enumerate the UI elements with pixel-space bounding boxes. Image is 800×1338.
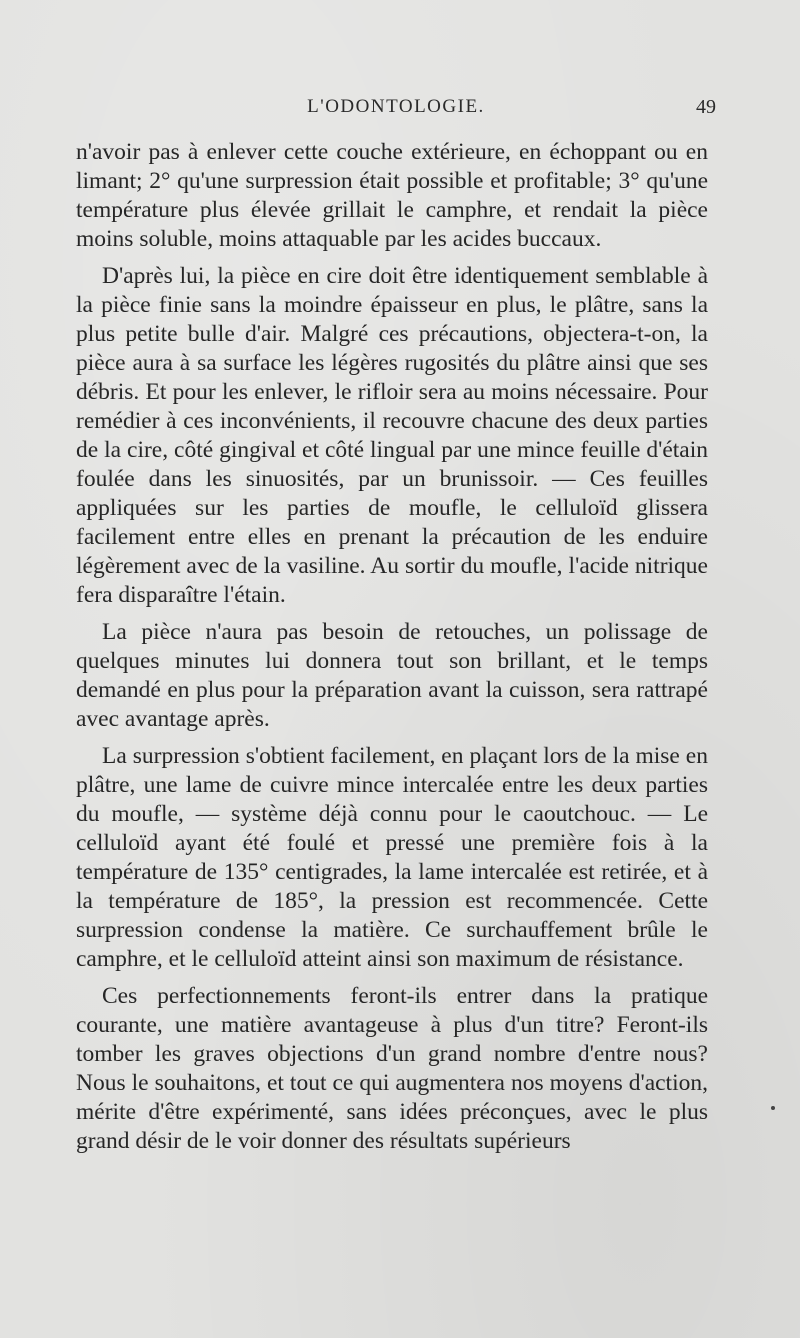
body-text [76, 138, 708, 1164]
paragraph: La pièce n'aura pas besoin de retouches, un polissage de quelques minutes lui donnera tout son brillant, et le temps demandé en plus pour la préparation avant la cuisson, sera rattrapé avec avantage après. [76, 619, 708, 732]
ink-speck [771, 1106, 775, 1110]
paragraph: Ces perfectionnements feront-ils entrer dans la pratique courante, une matière avantageuse à plus d'un titre? Feront-ils tomber les graves objections d'un grand nombre d'entre nous? Nous le souhaitons, et tout ce qui augmentera nos moyens d'action, mérite d'être expérimenté, sans idées préconçues, avec le plus grand désir de le voir donner des résultats supérieurs [76, 983, 708, 1154]
paragraph: D'après lui, la pièce en cire doit être identiquement semblable à la pièce finie sans la moindre épaisseur en plus, le plâtre, sans la plus petite bulle d'air. Malgré ces précautions, objectera-t-on, la pièce aura à sa surface les légères rugosités du plâtre ainsi que ses débris. Et pour les enlever, le rifloir sera au moins nécessaire. Pour remédier à ces inconvénients, il recouvre chacune des deux parties de la cire, côté gingival et côté lingual par une mince feuille d'étain foulée dans les sinuosités, par un brunissoir. — Ces feuilles appliquées sur les parties de moufle, le celluloïd glissera facilement entre elles en prenant la précaution de les enduire légèrement avec de la vasiline. Au sortir du moufle, l'acide nitrique fera disparaître l'étain. [76, 263, 708, 608]
running-title: L'ODONTOLOGIE. [307, 96, 485, 117]
page-number: 49 [696, 96, 716, 118]
paragraph: n'avoir pas à enlever cette couche extérieure, en échoppant ou en limant; 2° qu'une surpression était possible et profitable; 3° qu'une température plus élevée grillait le camphre, et rendait la pièce moins soluble, moins attaquable par les acides buccaux. [76, 139, 708, 252]
page-header [76, 96, 716, 126]
paragraph: La surpression s'obtient facilement, en plaçant lors de la mise en plâtre, une lame de cuivre mince intercalée entre les deux parties du moufle, — système déjà connu pour le caoutchouc. — Le celluloïd ayant été foulé et pressé une première fois à la température de 135° centigrades, la lame intercalée est retirée, et à la température de 185°, la pression est recommencée. Cette surpression condense la matière. Ce surchauffement brûle le camphre, et le celluloïd atteint ainsi son maximum de résistance. [76, 743, 708, 972]
